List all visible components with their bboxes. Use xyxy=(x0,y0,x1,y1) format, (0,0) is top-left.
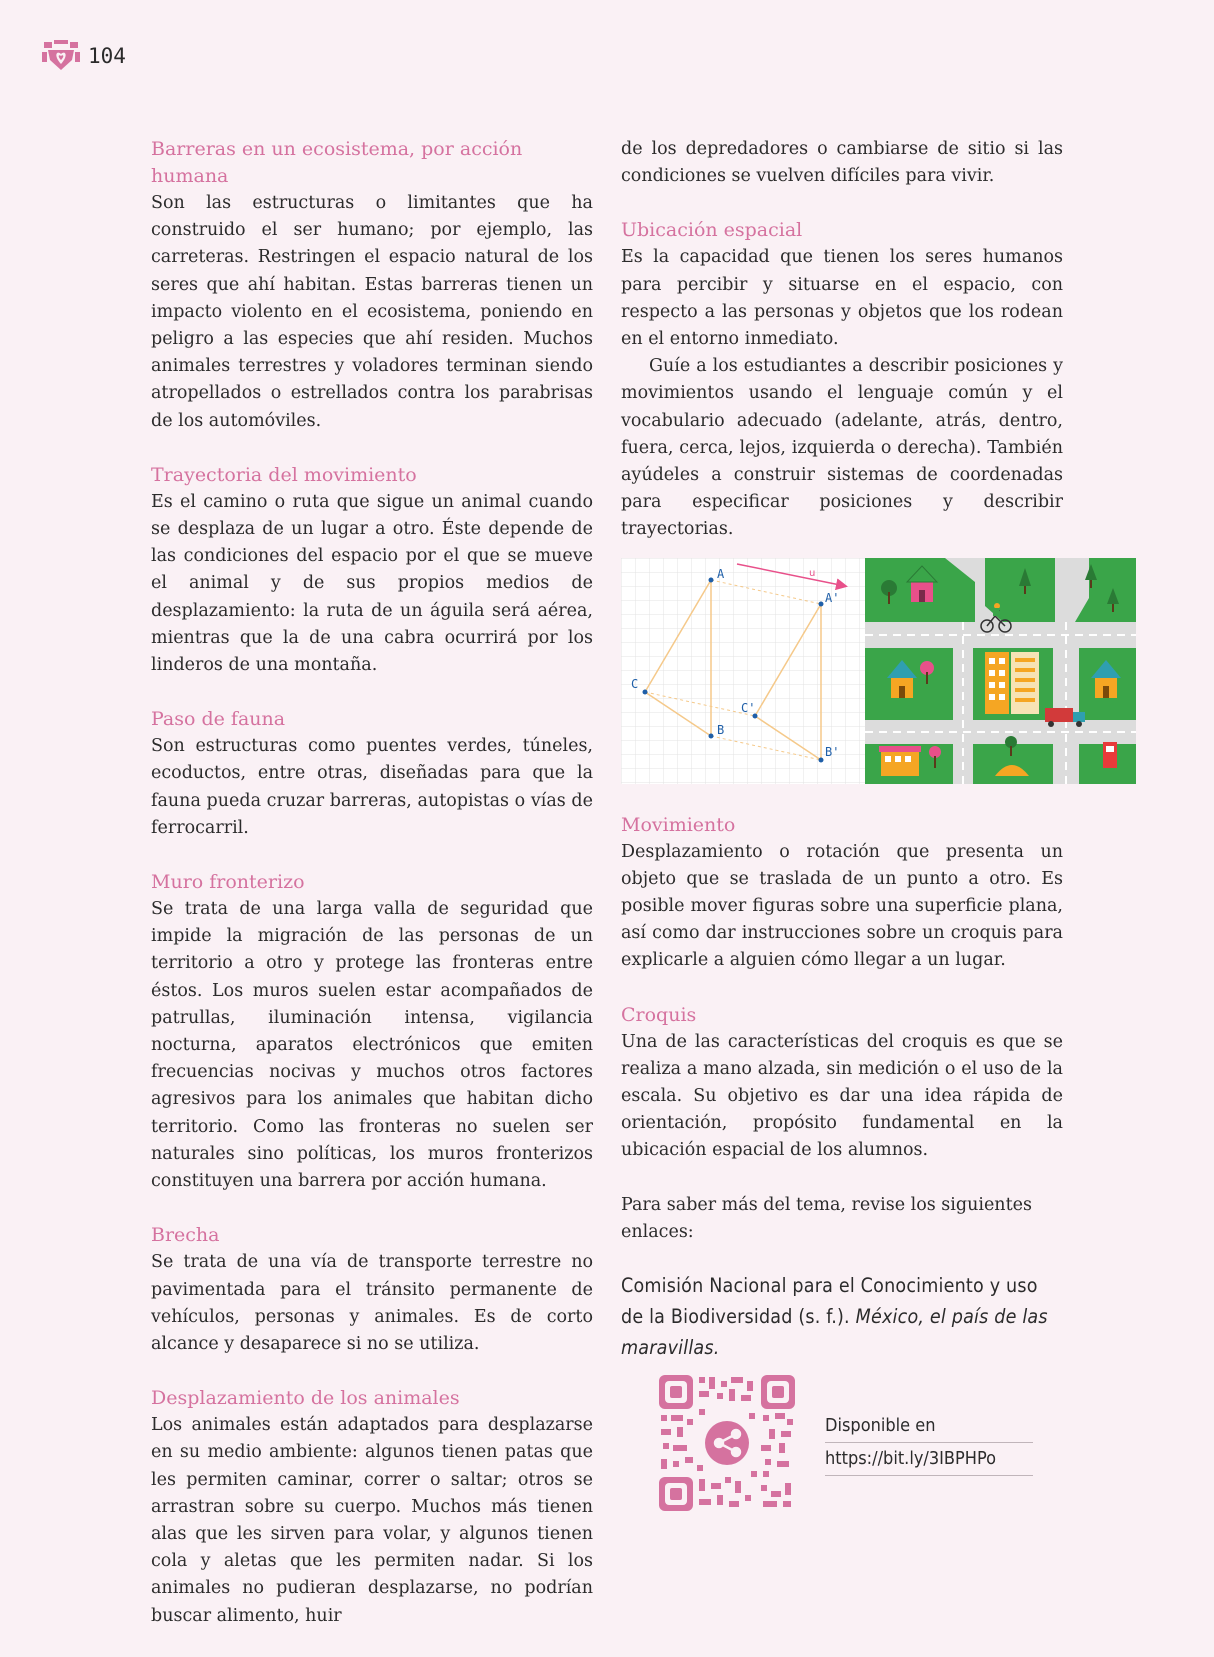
section-text-2: Guíe a los estudiantes a describir posiciones y movimientos usando el lenguaje común y el vocabulario adecuado (adelante, atrás, dentro, fuera, cerca, lejos, izquierda o derecha). También ayúdeles a construir sistemas de coordenadas para especificar posiciones y describir trayectorias. xyxy=(621,356,1063,540)
section-ubicacion xyxy=(621,217,1063,543)
section-text: Son estructuras como puentes verdes, túneles, ecoductos, entre otras, diseñadas para que la fauna pueda cruzar barreras, autopistas o vías de ferrocarril. xyxy=(151,736,593,838)
reference-author: Comisión Nacional para el Conocimiento y uso de la Biodiversidad (s. f.). xyxy=(621,1274,1038,1329)
reference-title: México, el país de las maravillas. xyxy=(621,1305,1048,1360)
section-heading: Brecha xyxy=(151,1224,220,1247)
qr-caption xyxy=(825,1410,1033,1476)
vector-label: u xyxy=(809,567,816,579)
section-heading: Croquis xyxy=(621,1003,697,1026)
section-text: Los animales están adaptados para desplazarse en su medio ambiente: algunos tienen patas que les permiten caminar, correr o saltar; otros se arrastran sobre su cuerpo. Muchos más tienen alas que les sirven para volar, y algunos tienen cola y aletas que les permiten nadar. Si los animales no pudieran desplazarse, no podrían buscar alimento, huir xyxy=(151,1415,593,1626)
point-a-prime-label: A' xyxy=(825,590,840,605)
reference xyxy=(621,1270,1063,1363)
section-movimiento xyxy=(621,812,1063,975)
point-b-prime-label: B' xyxy=(825,744,840,759)
qr-available-label: Disponible en xyxy=(825,1410,1033,1443)
qr-link-block xyxy=(659,1375,1033,1511)
more-info-text: Para saber más del tema, revise los siguientes enlaces: xyxy=(621,1194,1032,1242)
section-barreras xyxy=(151,136,593,435)
section-trayectoria xyxy=(151,462,593,679)
section-text: Desplazamiento o rotación que presenta un objeto que se traslada de un punto a otro. Es posible mover figuras sobre una superficie plana, así como dar instrucciones sobre un croquis para explicarle a alguien cómo llegar a un lugar. xyxy=(621,841,1063,971)
school-icon xyxy=(879,746,921,776)
page-header xyxy=(42,38,126,74)
section-text: Es la capacidad que tienen los seres humanos para percibir y situarse en el espacio, con respecto a las personas y objetos que los rodean en el entorno inmediato. xyxy=(621,247,1063,350)
section-text: Se trata de una larga valla de seguridad que impide la migración de las personas de un territorio a otro y protege las fronteras entre éstos. Los muros suelen estar acompañados de patrullas, iluminación intensa, vigilancia nocturna, aparatos electrónicos que emiten frecuencias nocivas y muchos otros factores agresivos para los animales que habitan dicho territorio. Como las fronteras no suelen ser naturales sino políticas, los muros fronterizos constituyen una barrera por acción humana. xyxy=(151,899,593,1192)
building-icon xyxy=(985,652,1039,714)
ornament-icon xyxy=(42,38,80,74)
continuation-block xyxy=(621,136,1063,190)
point-c-label: C xyxy=(631,676,639,691)
translation-grid xyxy=(621,558,865,784)
section-heading: Desplazamiento de los animales xyxy=(151,1387,460,1410)
point-b-label: B xyxy=(717,722,725,737)
section-text: Se trata de una vía de transporte terrestre no pavimentada para el tránsito permanente de vehículos, personas y animales. Es de corto alcance y desaparece si no se utiliza. xyxy=(151,1252,593,1354)
section-heading: Muro fronterizo xyxy=(151,871,305,894)
section-paso-fauna xyxy=(151,706,593,842)
city-map-illustration xyxy=(865,558,1136,784)
point-c-prime-label: C' xyxy=(741,700,756,715)
qr-code[interactable] xyxy=(659,1375,795,1511)
qr-url-link[interactable]: https://bit.ly/3IBPHPo xyxy=(825,1443,1033,1476)
section-heading: Ubicación espacial xyxy=(621,219,803,242)
section-brecha xyxy=(151,1222,593,1358)
point-a-label: A xyxy=(717,566,725,581)
section-muro xyxy=(151,869,593,1195)
gas-pump-icon xyxy=(1103,742,1117,768)
more-info xyxy=(621,1192,1063,1246)
section-desplazamiento xyxy=(151,1385,593,1630)
section-heading: Barreras en un ecosistema, por acción humana xyxy=(151,138,523,187)
section-croquis xyxy=(621,1002,1063,1165)
right-column xyxy=(621,136,1063,1363)
section-heading: Movimiento xyxy=(621,813,736,836)
section-text: Son las estructuras o limitantes que ha construido el ser humano; por ejemplo, las carreteras. Restringen el espacio natural de los seres que ahí habitan. Estas barreras tienen un impacto violento en el ecosistema, poniendo en peligro a las especies que ahí residen. Muchos animales terrestres y voladores terminan siendo atropellados o estrellados contra los parabrisas de los automóviles. xyxy=(151,193,593,431)
section-text: Una de las características del croquis es que se realiza a mano alzada, sin medición o el uso de la escala. Su objetivo es dar una idea rápida de orientación, propósito fundamental en la ubicación espacial de los alumnos. xyxy=(621,1031,1063,1161)
section-heading: Paso de fauna xyxy=(151,708,286,731)
left-column xyxy=(151,136,593,1657)
section-heading: Trayectoria del movimiento xyxy=(151,463,417,486)
figure-translation-and-map xyxy=(621,558,1136,784)
continuation-text: de los depredadores o cambiarse de sitio si las condiciones se vuelven difíciles para vivir. xyxy=(621,139,1063,187)
section-text: Es el camino o ruta que sigue un animal cuando se desplaza de un lugar a otro. Éste depende de las condiciones del espacio por el que se mueve el animal y de sus propios medios de desplazamiento: la ruta de un águila será aérea, mientras que la de una cabra ocurrirá por los linderos de una montaña. xyxy=(151,491,593,676)
page-number: 104 xyxy=(88,44,126,68)
